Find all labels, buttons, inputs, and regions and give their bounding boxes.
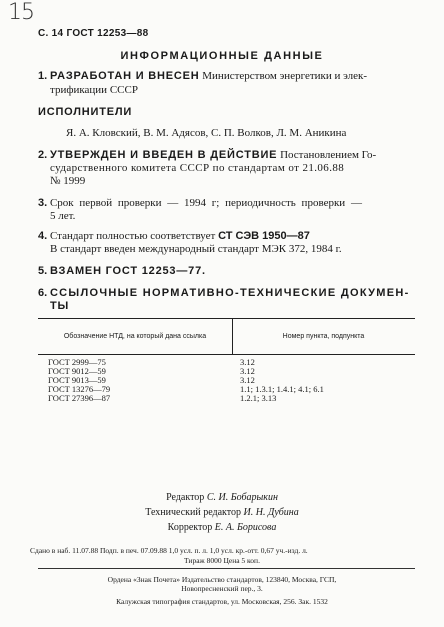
- editor-credit: [0, 492, 444, 503]
- standard-reference: СТ СЭВ 1950—87: [218, 230, 310, 242]
- corrector-name: Е. А. Борисова: [214, 522, 277, 533]
- handwritten-page-number: 15: [8, 0, 34, 25]
- executors-heading: ИСПОЛНИТЕЛИ: [38, 106, 133, 118]
- section-4-line2: В стандарт введен международный стандарт МЭК 372, 1984 г.: [50, 243, 342, 255]
- table-cell-clause: 3.12: [240, 375, 255, 385]
- corrector-credit: [0, 522, 444, 533]
- section-2-line2: сударственного комитета СССР по стандартам от 21.06.88: [50, 162, 345, 174]
- imprint-divider: [38, 568, 415, 569]
- section-text: Стандарт полностью соответствует: [49, 230, 219, 242]
- editor-name: С. И. Бобарыкин: [206, 492, 278, 503]
- section-heading: РАЗРАБОТАН И ВНЕСЕН: [49, 70, 200, 82]
- section-heading: УТВЕРЖДЕН И ВВЕДЕН В ДЕЙСТВИЕ: [49, 149, 278, 161]
- section-number: 3.: [38, 197, 48, 209]
- corrector-role: Корректор: [167, 522, 213, 533]
- section-2-line3: № 1999: [50, 175, 86, 187]
- section-heading: ВЗАМЕН ГОСТ 12253—77.: [49, 265, 206, 277]
- table-header-rule: [38, 354, 415, 355]
- section-4: [38, 230, 415, 243]
- executors-list: Я. А. Кловский, В. М. Адясов, С. П. Волков, Л. М. Аникина: [66, 127, 347, 139]
- section-1: [38, 70, 415, 83]
- section-number: 5.: [38, 265, 48, 277]
- table-cell-clause: 3.12: [240, 366, 255, 376]
- section-number: 1.: [38, 70, 48, 82]
- section-number: 2.: [38, 149, 48, 161]
- page-title: ИНФОРМАЦИОННЫЕ ДАННЫЕ: [120, 50, 324, 62]
- table-cell-clause: 3.12: [240, 357, 255, 367]
- editor-role: Редактор: [166, 492, 205, 503]
- section-6: [38, 287, 415, 300]
- table-cell-document: ГОСТ 2999—75: [48, 357, 106, 367]
- table-cell-document: ГОСТ 9013—59: [48, 375, 106, 385]
- section-number: 6.: [38, 287, 48, 299]
- section-3: [38, 197, 415, 210]
- section-text: Министерством энергетики и элек-: [199, 70, 368, 82]
- table-header-clause: Номер пункта, подпункта: [282, 333, 365, 340]
- table-top-rule: [38, 318, 415, 319]
- publisher-line-3: Калужская типография стандартов, ул. Московская, 256. Зак. 1532: [116, 597, 328, 606]
- table-cell-document: ГОСТ 27396—87: [48, 393, 111, 403]
- tech-editor-role: Технический редактор: [145, 507, 242, 518]
- section-text: Срок первой проверки — 1994 г; периодичность проверки —: [49, 197, 362, 209]
- section-5: [38, 265, 206, 278]
- reference-table: [38, 318, 415, 403]
- table-cell-document: ГОСТ 9012—59: [48, 366, 106, 376]
- section-number: 4.: [38, 230, 48, 242]
- tech-editor-name: И. Н. Дубина: [243, 507, 299, 518]
- section-heading: ССЫЛОЧНЫЕ НОРМАТИВНО-ТЕХНИЧЕСКИЕ ДОКУМЕН-: [49, 287, 410, 299]
- table-header-document: Обозначение НТД, на который дана ссылка: [63, 333, 207, 340]
- section-2: [38, 149, 415, 162]
- publisher-line-1: Ордена «Знак Почета» Издательство стандартов, 123840, Москва, ГСП,: [107, 575, 337, 584]
- imprint-line-2: Тираж 8000 Цена 5 коп.: [184, 556, 260, 565]
- publisher-line-2: Новопресненский пер., 3.: [181, 584, 263, 593]
- tech-editor-credit: [0, 507, 444, 518]
- section-text: Постановлением Го-: [277, 149, 377, 161]
- table-cell-document: ГОСТ 13276—79: [48, 384, 111, 394]
- section-6-continuation: ТЫ: [50, 300, 70, 312]
- imprint-line-1: Сдано в наб. 11.07.88 Подп. в печ. 07.09.88 1,0 усл. п. л. 1,0 усл. кр.-отт. 0,67 уч.-изд. л.: [30, 546, 308, 555]
- page-header: С. 14 ГОСТ 12253—88: [38, 28, 149, 39]
- section-1-continuation: трификации СССР: [50, 84, 138, 96]
- section-3-continuation: 5 лет.: [50, 210, 76, 222]
- table-cell-clause: 1.1; 1.3.1; 1.4.1; 4.1; 6.1: [240, 384, 324, 394]
- table-cell-clause: 1.2.1; 3.13: [240, 393, 277, 403]
